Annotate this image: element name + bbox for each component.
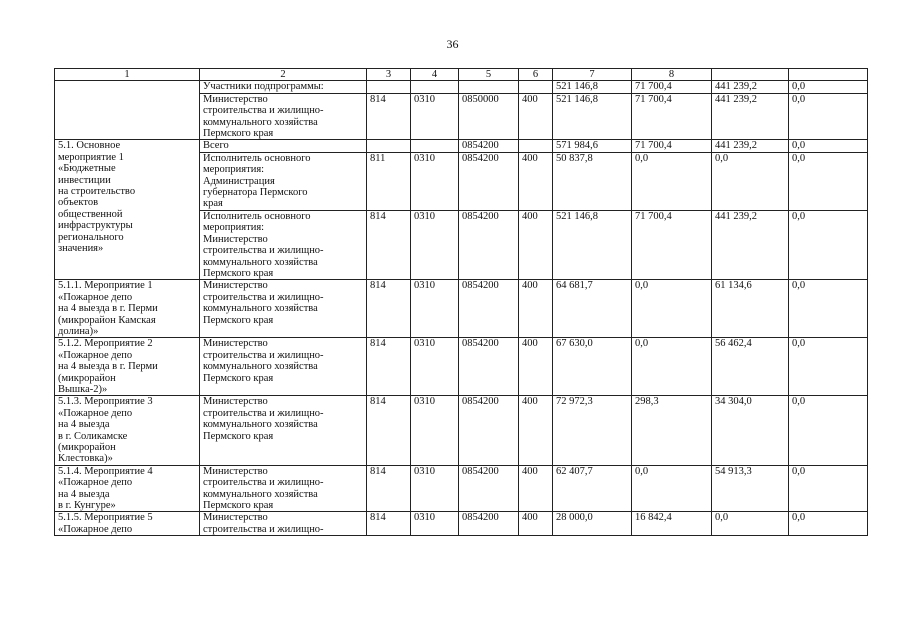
cell-type: 400: [519, 210, 553, 279]
cell-amount-8: 71 700,4: [632, 93, 712, 140]
col-header: 3: [367, 69, 411, 81]
col-header: [712, 69, 789, 81]
cell-amount-9: 34 304,0: [712, 396, 789, 465]
cell-type: [519, 81, 553, 93]
cell-type: 400: [519, 93, 553, 140]
cell-executor: Министерство строительства и жилищно- коммунального хозяйства Пермского края: [200, 93, 367, 140]
cell-activity: 5.1.2. Мероприятие 2 «Пожарное депо на 4 выезда в г. Перми (микрорайон Вышка-2)»: [55, 338, 200, 396]
cell-section: [411, 140, 459, 152]
cell-amount-9: 0,0: [712, 512, 789, 536]
cell-amount-8: 0,0: [632, 465, 712, 512]
cell-target: 0854200: [459, 512, 519, 536]
budget-table: [54, 68, 868, 536]
cell-type: [519, 140, 553, 152]
cell-type: 400: [519, 465, 553, 512]
cell-executor: Министерство строительства и жилищно- коммунального хозяйства Пермского края: [200, 280, 367, 338]
cell-amount-8: 298,3: [632, 396, 712, 465]
cell-grbs: 814: [367, 338, 411, 396]
cell-grbs: 814: [367, 465, 411, 512]
cell-section: 0310: [411, 93, 459, 140]
cell-grbs: [367, 81, 411, 93]
cell-amount-10: 0,0: [789, 396, 868, 465]
cell-executor: Исполнитель основного мероприятия: Администрация губернатора Пермского края: [200, 152, 367, 210]
cell-amount-10: 0,0: [789, 512, 868, 536]
cell-amount-8: 71 700,4: [632, 210, 712, 279]
cell-grbs: 814: [367, 210, 411, 279]
col-header: 5: [459, 69, 519, 81]
cell-amount-8: 71 700,4: [632, 81, 712, 93]
col-header: 8: [632, 69, 712, 81]
cell-target: 0854200: [459, 140, 519, 152]
cell-section: 0310: [411, 338, 459, 396]
cell-amount-7: 62 407,7: [553, 465, 632, 512]
cell-executor: Министерство строительства и жилищно- коммунального хозяйства Пермского края: [200, 465, 367, 512]
cell-amount-7: 571 984,6: [553, 140, 632, 152]
table-row: [55, 396, 868, 465]
cell-type: 400: [519, 512, 553, 536]
cell-amount-7: 521 146,8: [553, 93, 632, 140]
cell-type: 400: [519, 152, 553, 210]
cell-grbs: 814: [367, 396, 411, 465]
cell-target: 0854200: [459, 338, 519, 396]
cell-amount-10: 0,0: [789, 152, 868, 210]
cell-amount-7: 521 146,8: [553, 81, 632, 93]
cell-grbs: 814: [367, 280, 411, 338]
cell-grbs: [367, 140, 411, 152]
cell-amount-8: 0,0: [632, 152, 712, 210]
page-number: 36: [446, 37, 459, 51]
cell-amount-9: 0,0: [712, 152, 789, 210]
table-row: [55, 280, 868, 338]
cell-amount-7: 521 146,8: [553, 210, 632, 279]
cell-section: 0310: [411, 152, 459, 210]
cell-type: 400: [519, 280, 553, 338]
cell-section: 0310: [411, 465, 459, 512]
table-row: [55, 512, 868, 536]
cell-section: 0310: [411, 280, 459, 338]
cell-amount-7: 28 000,0: [553, 512, 632, 536]
cell-amount-7: 50 837,8: [553, 152, 632, 210]
cell-type: 400: [519, 396, 553, 465]
cell-target: [459, 81, 519, 93]
cell-amount-7: 72 972,3: [553, 396, 632, 465]
cell-target: 0850000: [459, 93, 519, 140]
cell-grbs: 811: [367, 152, 411, 210]
cell-grbs: 814: [367, 93, 411, 140]
table-row: [55, 338, 868, 396]
cell-section: [411, 81, 459, 93]
cell-activity: 5.1.1. Мероприятие 1 «Пожарное депо на 4 выезда в г. Перми (микрорайон Камская долина)»: [55, 280, 200, 338]
table-row: [55, 81, 868, 93]
cell-amount-8: 16 842,4: [632, 512, 712, 536]
cell-amount-8: 71 700,4: [632, 140, 712, 152]
table-row: [55, 465, 868, 512]
cell-section: 0310: [411, 512, 459, 536]
cell-section: 0310: [411, 396, 459, 465]
cell-section: 0310: [411, 210, 459, 279]
col-header: [789, 69, 868, 81]
cell-target: 0854200: [459, 465, 519, 512]
cell-amount-8: 0,0: [632, 338, 712, 396]
cell-grbs: 814: [367, 512, 411, 536]
cell-amount-10: 0,0: [789, 465, 868, 512]
cell-amount-9: 61 134,6: [712, 280, 789, 338]
cell-amount-9: 441 239,2: [712, 140, 789, 152]
col-header: 4: [411, 69, 459, 81]
cell-amount-9: 54 913,3: [712, 465, 789, 512]
cell-activity: 5.1. Основное мероприятие 1 «Бюджетные инвестиции на строительство объектов общественной инфраструктуры регионального значения»: [55, 140, 200, 280]
cell-executor: Министерство строительства и жилищно-: [200, 512, 367, 536]
cell-amount-10: 0,0: [789, 93, 868, 140]
cell-amount-7: 67 630,0: [553, 338, 632, 396]
cell-target: 0854200: [459, 210, 519, 279]
cell-amount-7: 64 681,7: [553, 280, 632, 338]
table-row: [55, 140, 868, 152]
cell-activity: 5.1.5. Мероприятие 5 «Пожарное депо: [55, 512, 200, 536]
col-header: 1: [55, 69, 200, 81]
cell-amount-9: 441 239,2: [712, 93, 789, 140]
col-header: 2: [200, 69, 367, 81]
cell-executor: Исполнитель основного мероприятия: Министерство строительства и жилищно- коммунального хозяйства Пермского края: [200, 210, 367, 279]
cell-amount-10: 0,0: [789, 338, 868, 396]
cell-executor: Министерство строительства и жилищно- коммунального хозяйства Пермского края: [200, 396, 367, 465]
cell-amount-10: 0,0: [789, 81, 868, 93]
cell-executor: Участники подпрограммы:: [200, 81, 367, 93]
col-header: 6: [519, 69, 553, 81]
cell-amount-8: 0,0: [632, 280, 712, 338]
cell-amount-9: 441 239,2: [712, 81, 789, 93]
cell-activity: [55, 81, 200, 140]
cell-executor: Всего: [200, 140, 367, 152]
cell-activity: 5.1.3. Мероприятие 3 «Пожарное депо на 4 выезда в г. Соликамске (микрорайон Клестовка)»: [55, 396, 200, 465]
cell-executor: Министерство строительства и жилищно- коммунального хозяйства Пермского края: [200, 338, 367, 396]
cell-amount-9: 56 462,4: [712, 338, 789, 396]
cell-amount-10: 0,0: [789, 280, 868, 338]
cell-activity: 5.1.4. Мероприятие 4 «Пожарное депо на 4 выезда в г. Кунгуре»: [55, 465, 200, 512]
cell-amount-10: 0,0: [789, 210, 868, 279]
cell-target: 0854200: [459, 280, 519, 338]
cell-type: 400: [519, 338, 553, 396]
header-row: [55, 69, 868, 81]
cell-amount-10: 0,0: [789, 140, 868, 152]
cell-amount-9: 441 239,2: [712, 210, 789, 279]
cell-target: 0854200: [459, 152, 519, 210]
col-header: 7: [553, 69, 632, 81]
cell-target: 0854200: [459, 396, 519, 465]
